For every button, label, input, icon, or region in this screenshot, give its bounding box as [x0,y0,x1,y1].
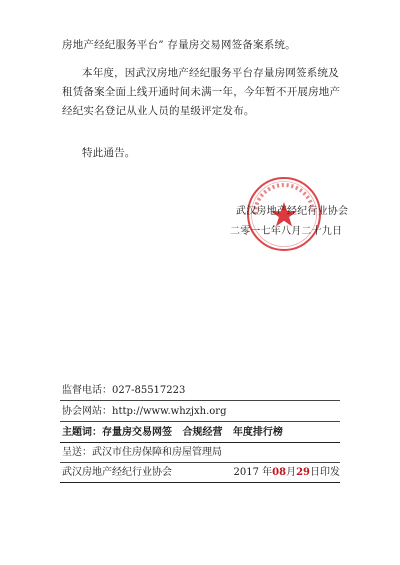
footer-divider-2 [60,421,340,422]
submitted-to-recipient: 武汉市住房保障和房屋管理局 [92,447,222,458]
body-paragraph-2-line-1: 本年度，因武汉房地产经纪服务平台存量房网签系统及 [82,67,339,79]
body-paragraph-2-line-2: 租赁备案全面上线开通时间未满一年，今年暂不开展房地产 [62,86,341,98]
issue-month: 08 [272,467,287,478]
issue-day: 29 [296,467,310,478]
issued-by-line [62,466,340,479]
website-line [62,405,227,418]
subject-label: 主题词： [62,427,102,438]
issuer-name: 武汉房地产经纪行业协会 [62,467,172,478]
footer-divider-3 [60,442,340,443]
footer-divider-5 [60,482,340,483]
submitted-to-line [62,446,222,459]
subject-keywords-line [62,426,283,439]
closing-text: 特此通告。 [82,147,136,159]
footer-divider-4 [60,462,340,463]
subject-keywords: 存量房交易网签 合规经营 年度排行榜 [102,427,283,438]
phone-label: 监督电话： [62,385,112,396]
body-paragraph-2-line-3: 经纪实名登记从业人员的星级评定发布。 [62,105,255,117]
website-url: http://www.whzjxh.org [112,406,227,417]
footer-divider-1 [60,400,340,401]
issue-day-unit: 日印发 [310,467,340,478]
supervision-phone-line [62,384,185,397]
phone-number: 027-85517223 [112,385,186,396]
signature-organization: 武汉房地产经纪行业协会 [236,206,349,217]
issue-year: 2017 年 [233,467,273,478]
signature-date: 二零一七年八月二十九日 [230,226,343,237]
body-line-1: 房地产经纪服务平台” 存量房交易网签备案系统。 [62,39,296,51]
submitted-to-label: 呈送： [62,447,92,458]
issue-month-unit: 月 [286,467,297,478]
website-label: 协会网站： [62,406,112,417]
issue-date [234,466,340,479]
